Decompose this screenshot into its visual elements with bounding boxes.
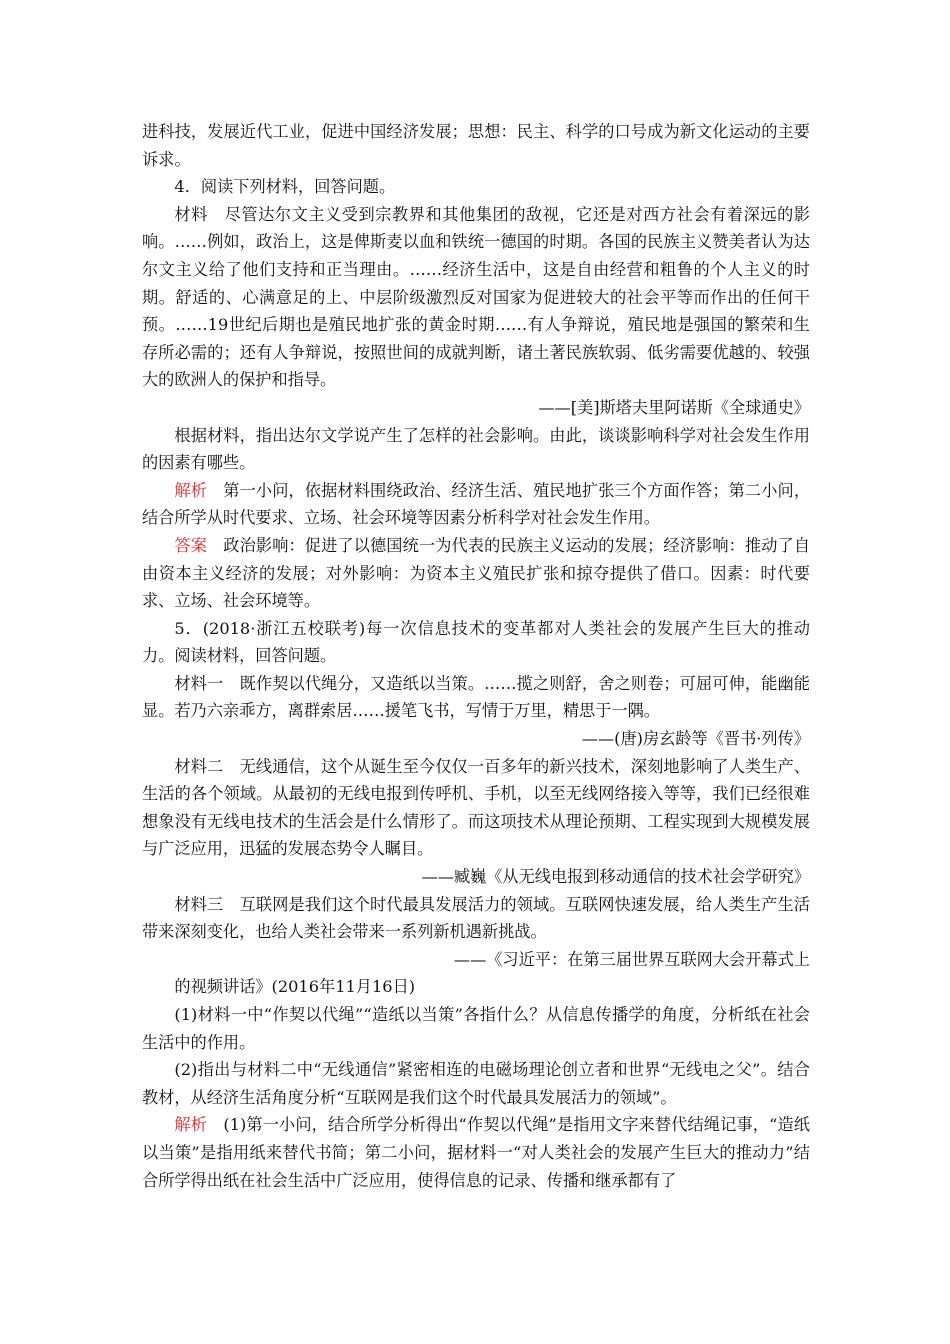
paragraph-text: ——臧巍《从无线电报到移动通信的技术社会学研究》 bbox=[421, 867, 810, 887]
paragraph-text: 第一小问，依据材料围绕政治、经济生活、殖民地扩张三个方面作答；第二小问，结合所学从时代要求、立场、社会环境等因素分析科学对社会发生作用。 bbox=[142, 480, 811, 528]
q4-material-source bbox=[142, 394, 810, 422]
question-5-prompt bbox=[142, 615, 810, 670]
analysis-label: 解析 bbox=[174, 480, 207, 500]
paragraph-text: 4．阅读下列材料，回答问题。 bbox=[174, 177, 396, 197]
answer-label: 答案 bbox=[174, 535, 207, 555]
q4-question bbox=[142, 422, 810, 477]
paragraph-text: ——[美]斯塔夫里阿诺斯《全球通史》 bbox=[538, 397, 810, 417]
q5-material-3 bbox=[142, 891, 810, 946]
q5-material-3-source bbox=[142, 946, 810, 974]
question-4-prompt bbox=[142, 173, 810, 201]
paragraph-text: (1)第一小问，结合所学分析得出“作契以代绳”是指用文字来替代结绳记事，“造纸以当策”是指用纸来替代书简；第二小问，据材料一“对人类社会的发展产生巨大的推动力”结合所学得出纸在社会生活中广泛应用，使得信息的记录、传播和继承都有了 bbox=[142, 1115, 810, 1190]
q4-answer bbox=[142, 532, 810, 615]
paragraph-text: 政治影响：促进了以德国统一为代表的民族主义运动的发展；经济影响：推动了自由资本主义经济的发展；对外影响：为资本主义殖民扩张和掠夺提供了借口。因素：时代要求、立场、社会环境等。 bbox=[142, 535, 811, 611]
paragraph-text: (1)材料一中“作契以代绳”“造纸以当策”各指什么？从信息传播学的角度，分析纸在社会生活中的作用。 bbox=[142, 1005, 810, 1052]
q5-material-3-source-cont bbox=[142, 973, 810, 1001]
paragraph-text: (2)指出与材料二中“无线通信”紧密相连的电磁场理论创立者和世界“无线电之父”。结合教材，从经济生活角度分析“互联网是我们这个时代最具发展活力的领域”。 bbox=[142, 1060, 810, 1107]
q5-material-2 bbox=[142, 753, 810, 863]
paragraph-text: 根据材料，指出达尔文学说产生了怎样的社会影响。由此，谈谈影响科学对社会发生作用的因素有哪些。 bbox=[142, 425, 810, 473]
paragraph-text: 材料 尽管达尔文主义受到宗教界和其他集团的敌视，它还是对西方社会有着深远的影响。……例如，政治上，这是俾斯麦以血和铁统一德国的时期。各国的民族主义赞美者认为达尔文主义给了他们支持和正当理由。……经济生活中，这是自由经营和粗鲁的个人主义的时期。舒适的、心满意足的上、中层阶级激烈反对国家为促进较大的社会平等而作出的任何干预。……19世纪后期也是殖民地扩张的黄金时期……有人争辩说，殖民地是强国的繁荣和生存所必需的；还有人争辩说，按照世间的成就判断，诸土著民族软弱、低劣需要优越的、较强大的欧洲人的保护和指导。 bbox=[142, 204, 810, 390]
q4-analysis bbox=[142, 477, 810, 532]
paragraph-text: 材料一 既作契以代绳分，又造纸以当策。……揽之则舒，舍之则卷；可屈可伸，能幽能显。若乃六亲乖方，离群索居……援笔飞书，写情于万里，精思于一隅。 bbox=[142, 673, 810, 721]
q5-subquestion-1 bbox=[142, 1001, 810, 1056]
q5-material-1-source bbox=[142, 725, 810, 753]
q5-material-2-source bbox=[142, 863, 810, 891]
paragraph-text: ——(唐)房玄龄等《晋书·列传》 bbox=[581, 729, 810, 749]
analysis-label: 解析 bbox=[174, 1115, 208, 1135]
paragraph-text: ——《习近平：在第三届世界互联网大会开幕式上 bbox=[453, 949, 810, 969]
q5-material-1 bbox=[142, 670, 810, 725]
paragraph-text: 进科技，发展近代工业，促进中国经济发展；思想：民主、科学的口号成为新文化运动的主要诉求。 bbox=[142, 122, 810, 169]
paragraph-text: 材料二 无线通信，这个从诞生至今仅仅一百多年的新兴技术，深刻地影响了人类生产、生活的各个领域。从最初的无线电报到传呼机、手机，以至无线网络接入等等，我们已经很难想象没有无线电技术的生活会是什么情形了。而这项技术从理论预期、工程实现到大规模发展与广泛应用，迅猛的发展态势令人瞩目。 bbox=[142, 756, 810, 859]
continued-answer-paragraph bbox=[142, 118, 810, 173]
q4-material bbox=[142, 201, 810, 394]
paragraph-text: 5．(2018·浙江五校联考)每一次信息技术的变革都对人类社会的发展产生巨大的推动力。阅读材料，回答问题。 bbox=[142, 618, 810, 666]
q5-subquestion-2 bbox=[142, 1056, 810, 1111]
paragraph-text: 材料三 互联网是我们这个时代最具发展活力的领域。互联网快速发展，给人类生产生活带来深刻变化，也给人类社会带来一系列新机遇新挑战。 bbox=[142, 894, 810, 942]
q5-analysis bbox=[142, 1111, 810, 1194]
paragraph-text: 的视频讲话》(2016年11月16日) bbox=[174, 977, 416, 997]
